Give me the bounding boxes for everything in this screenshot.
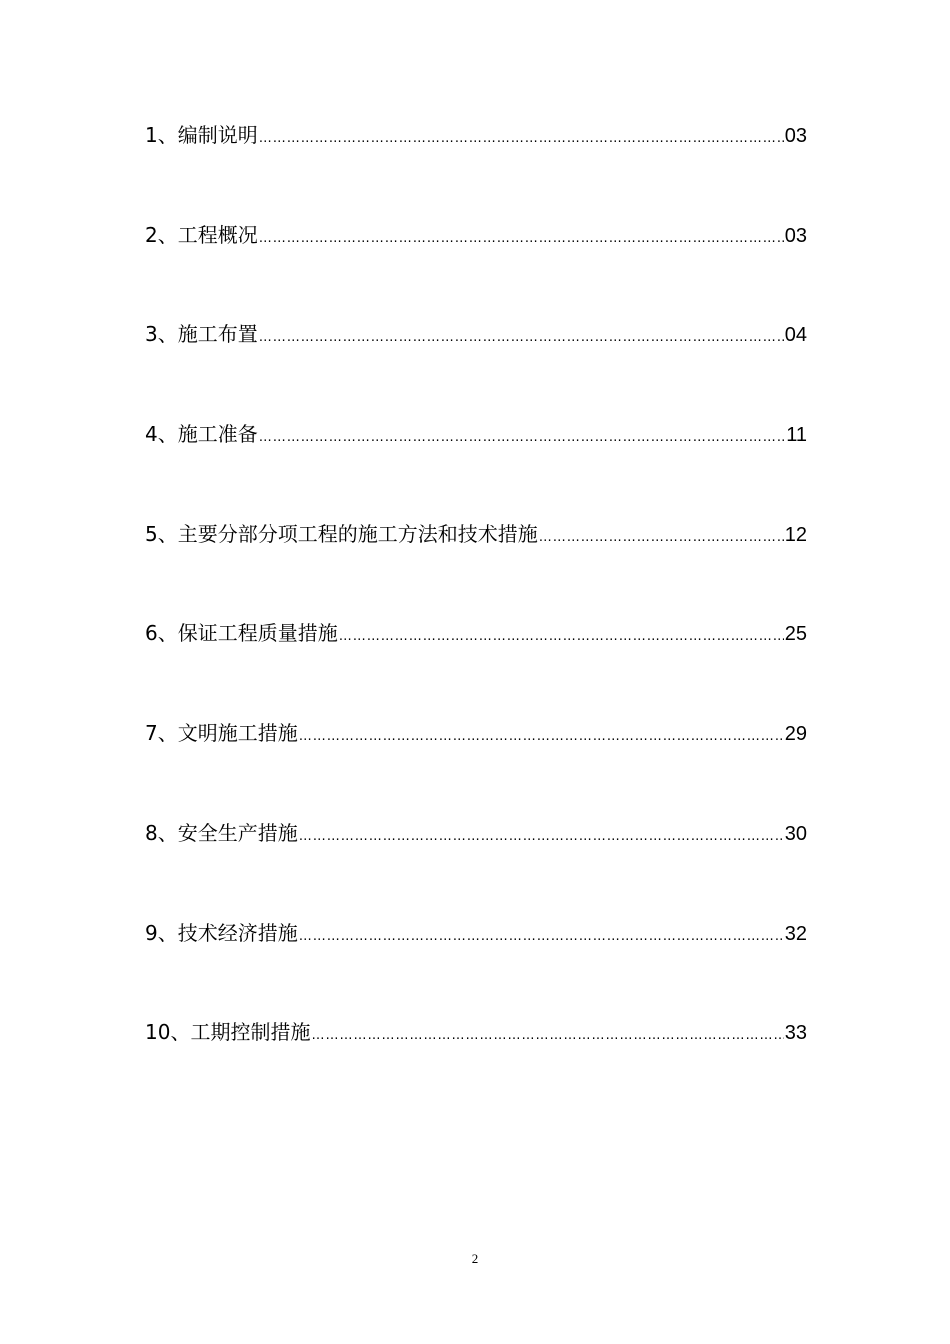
toc-entry-title: 4、施工准备 xyxy=(145,422,258,447)
toc-entry-title: 7、文明施工措施 xyxy=(145,721,298,746)
toc-entry-title: 1、编制说明 xyxy=(145,123,258,147)
toc-dot-leader xyxy=(259,216,784,262)
toc-dot-leader xyxy=(299,714,784,760)
toc-entry[interactable] xyxy=(145,311,807,411)
toc-entry[interactable] xyxy=(145,411,807,511)
toc-entry-title: 6、保证工程质量措施 xyxy=(145,621,338,646)
toc-entry-page: 25 xyxy=(784,623,807,646)
toc-entry[interactable] xyxy=(145,710,807,810)
toc-entry-page: 03 xyxy=(784,224,807,247)
toc-entry[interactable] xyxy=(145,212,807,312)
toc-entry-title: 3、施工布置 xyxy=(145,322,258,347)
toc-entry-page: 33 xyxy=(784,1022,807,1045)
toc-entry-title: 10、工期控制措施 xyxy=(145,1020,311,1045)
toc-dot-leader xyxy=(259,116,784,162)
toc-entry[interactable] xyxy=(145,511,807,611)
toc-entry-page: 11 xyxy=(786,424,807,447)
toc-entry[interactable] xyxy=(145,810,807,910)
page-number: 2 xyxy=(471,1251,479,1266)
toc-entry-page: 03 xyxy=(784,125,807,147)
toc-dot-leader xyxy=(299,814,784,860)
toc-dot-leader xyxy=(311,1013,783,1059)
toc-dot-leader xyxy=(259,315,784,361)
toc-entry-page: 32 xyxy=(784,922,807,945)
toc-entry-title: 2、工程概况 xyxy=(145,222,258,247)
toc-entry-page: 12 xyxy=(784,523,807,546)
toc-entry[interactable] xyxy=(145,910,807,1010)
toc-dot-leader xyxy=(339,614,784,660)
toc-entry-title: 9、技术经济措施 xyxy=(145,920,298,945)
toc-dot-leader xyxy=(539,515,784,561)
toc-dot-leader xyxy=(299,914,784,960)
toc-entry[interactable] xyxy=(145,112,807,212)
toc-entry[interactable] xyxy=(145,610,807,710)
toc-entry[interactable] xyxy=(145,1009,807,1109)
toc-entry-page: 29 xyxy=(784,723,807,746)
table-of-contents xyxy=(145,112,807,1109)
toc-entry-title: 5、主要分部分项工程的施工方法和技术措施 xyxy=(145,521,538,546)
toc-entry-page: 04 xyxy=(784,324,807,347)
toc-entry-page: 30 xyxy=(784,822,807,845)
toc-dot-leader xyxy=(259,415,786,461)
toc-entry-title: 8、安全生产措施 xyxy=(145,820,298,845)
